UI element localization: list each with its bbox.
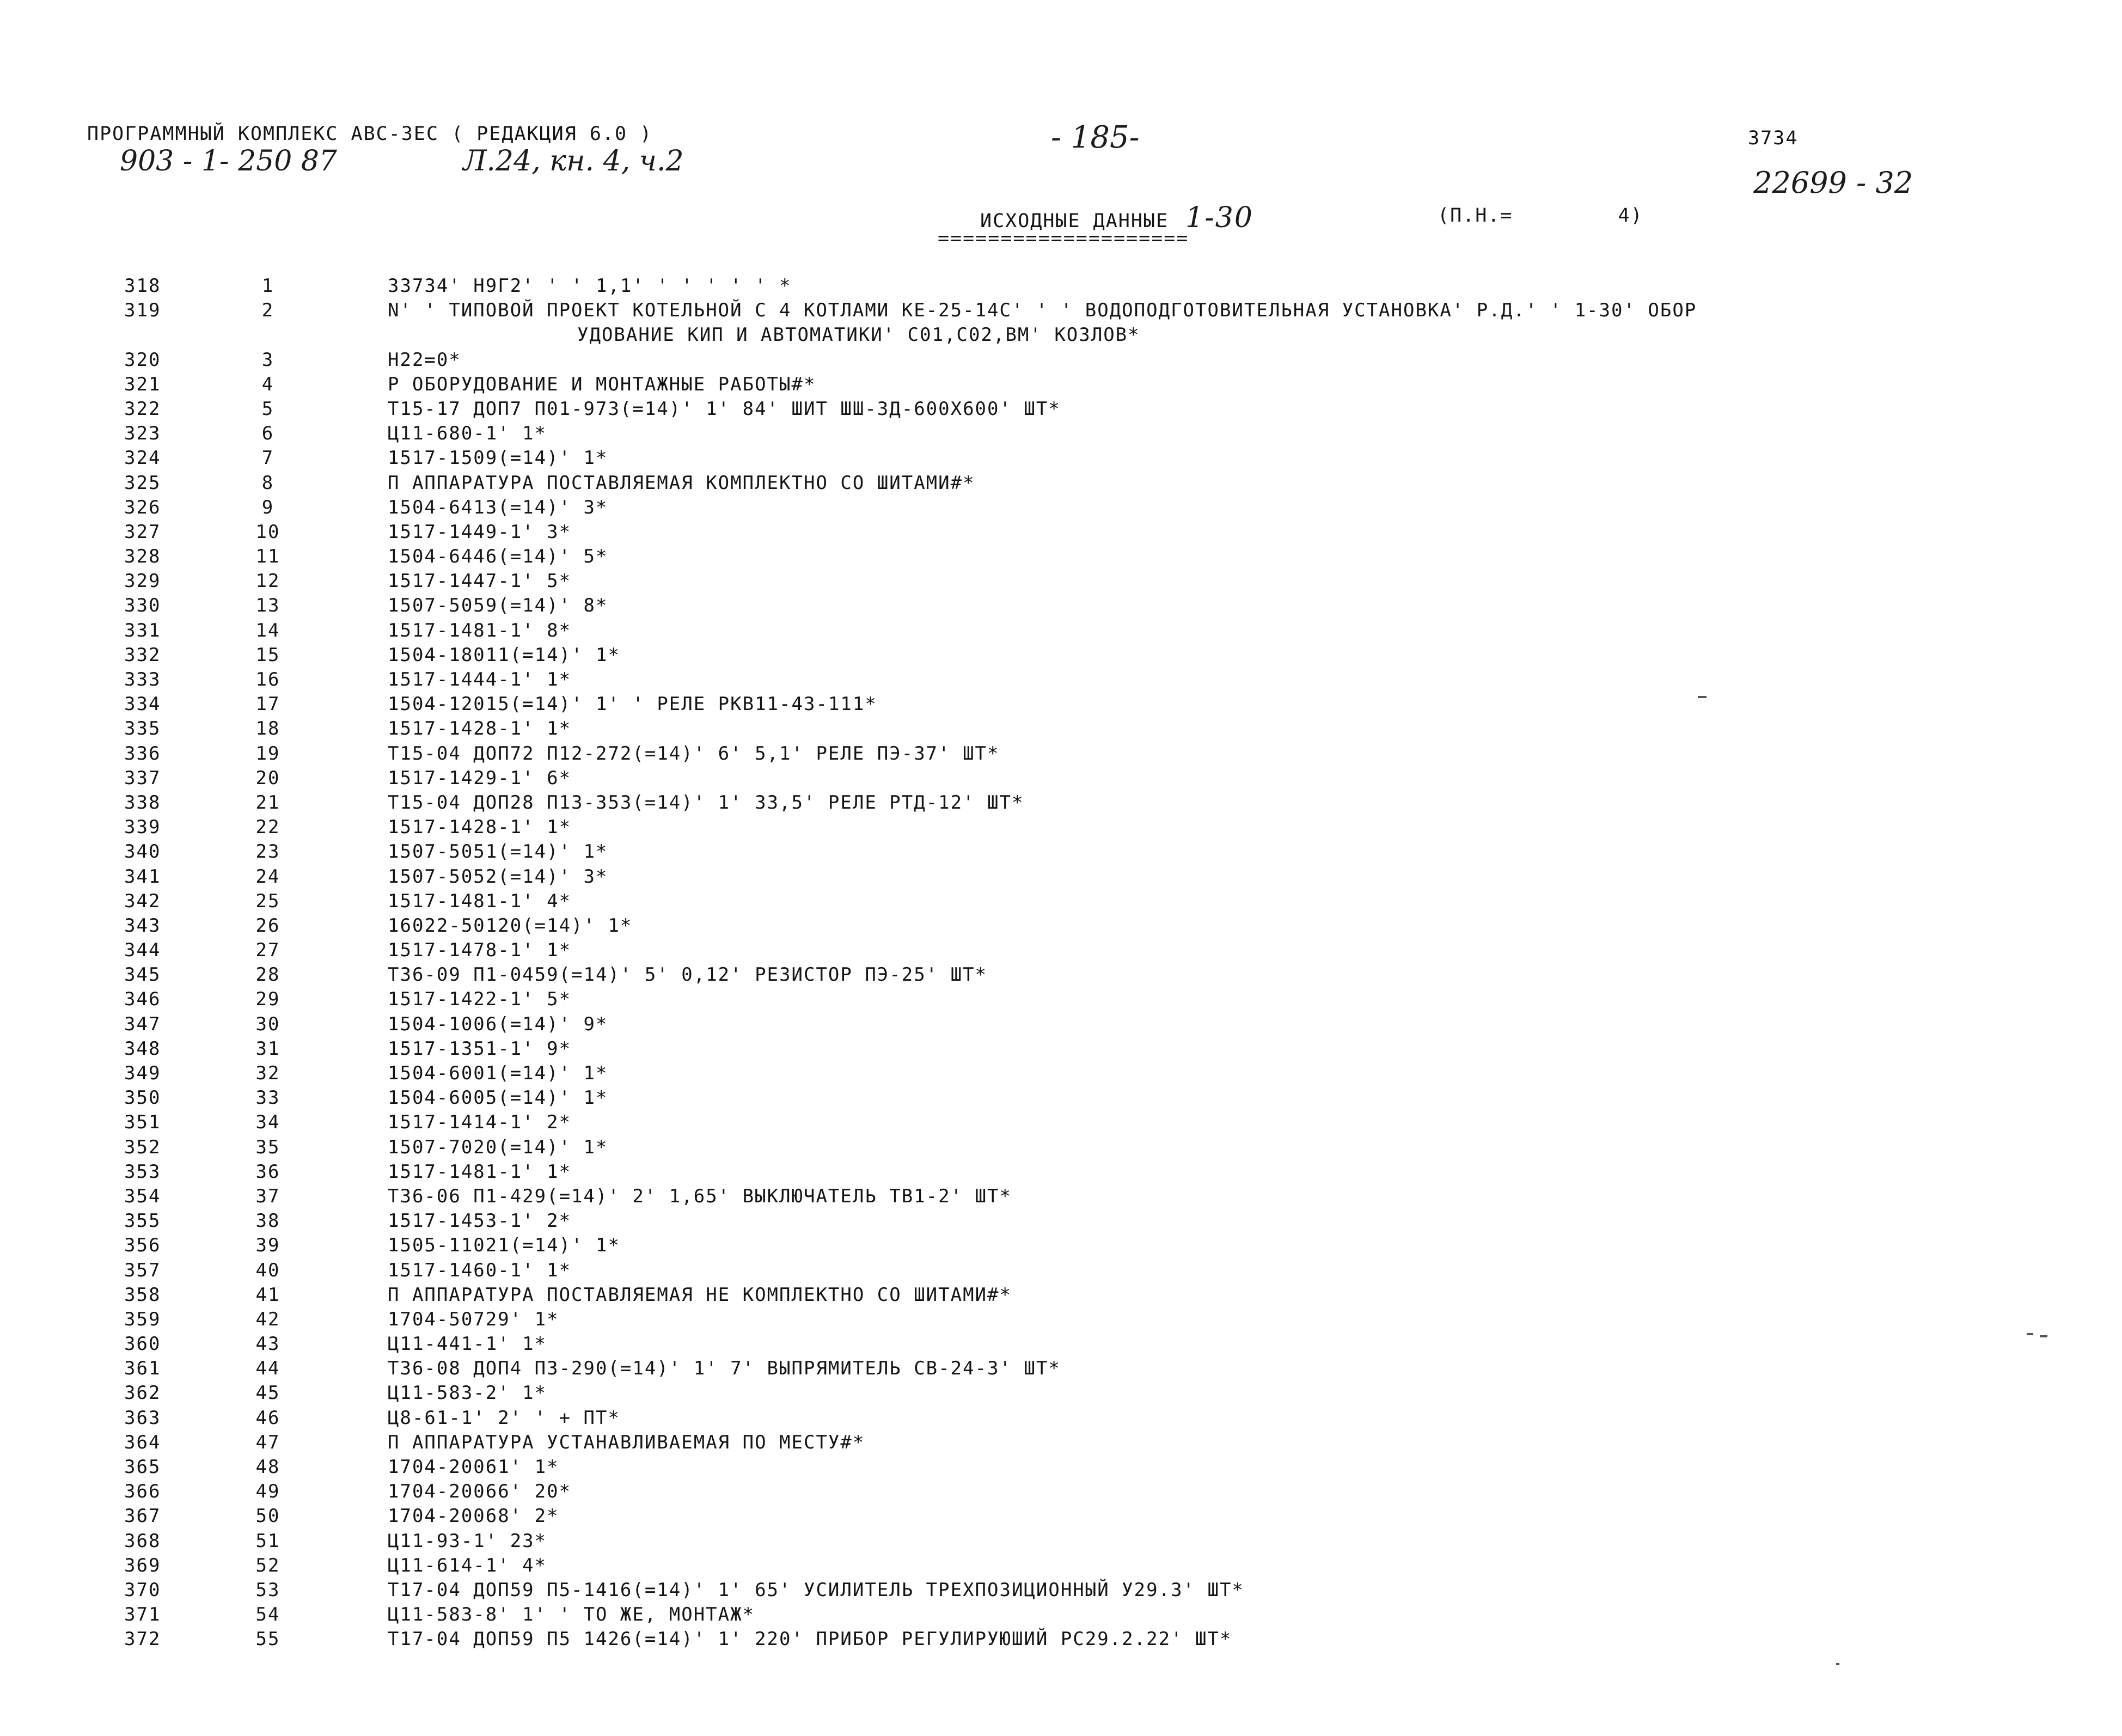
- record-text: Т36-06 П1-429(=14)' 2' 1,65' ВЫКЛЮЧАТЕЛЬ ТВ1-2' ШТ*: [388, 1185, 1012, 1207]
- record-number: 340: [124, 841, 161, 863]
- listing-row: [0, 1333, 2122, 1358]
- record-text: 1517-1460-1' 1*: [388, 1259, 572, 1281]
- record-text: 1517-1509(=14)' 1*: [388, 447, 608, 469]
- listing-row: [0, 595, 2122, 619]
- record-number: 321: [124, 373, 161, 395]
- line-number: 29: [255, 988, 280, 1011]
- record-number: 366: [124, 1481, 161, 1503]
- line-number: 28: [255, 964, 280, 986]
- listing-row: [0, 374, 2122, 398]
- line-number: 9: [261, 496, 274, 518]
- listing-row: [0, 718, 2122, 742]
- record-text: Н22=0*: [388, 349, 461, 371]
- listing-row: [0, 447, 2122, 472]
- listing-row: [0, 570, 2122, 595]
- line-number: 35: [255, 1136, 280, 1158]
- record-text: 1504-1006(=14)' 9*: [388, 1013, 608, 1035]
- listing-row: [0, 866, 2122, 890]
- record-number: 343: [124, 914, 161, 937]
- listing-row: [0, 1358, 2122, 1382]
- listing-row: [0, 1505, 2122, 1530]
- listing-row: [0, 1628, 2122, 1653]
- listing-row: [0, 964, 2122, 988]
- record-text: 1517-1428-1' 1*: [388, 816, 572, 839]
- record-text: 1517-1429-1' 6*: [388, 767, 572, 789]
- line-number: 13: [255, 595, 280, 617]
- record-text: Ц11-614-1' 4*: [388, 1554, 547, 1576]
- record-number: 325: [124, 472, 161, 494]
- record-number: 363: [124, 1407, 161, 1429]
- line-number: 53: [255, 1579, 280, 1601]
- line-number: 36: [255, 1160, 280, 1183]
- line-number: 34: [255, 1111, 280, 1134]
- line-number: 42: [255, 1308, 280, 1330]
- listing-row: [0, 1432, 2122, 1456]
- listing-row: [0, 1284, 2122, 1309]
- record-text: 1504-6446(=14)' 5*: [388, 546, 608, 568]
- line-number: 47: [255, 1431, 280, 1453]
- listing-row: [0, 1038, 2122, 1062]
- listing-row: [0, 1382, 2122, 1407]
- listing-row: [0, 1185, 2122, 1210]
- record-number: 331: [124, 619, 161, 641]
- record-text: Ц11-583-8' 1' ' ТО ЖЕ, МОНТАЖ*: [388, 1604, 755, 1626]
- line-number: 54: [255, 1604, 280, 1626]
- listing-row: [0, 1579, 2122, 1604]
- record-number: 369: [124, 1554, 161, 1576]
- line-number: 41: [255, 1283, 280, 1306]
- record-text: Т17-04 ДОП59 П5-1416(=14)' 1' 65' УСИЛИТЕЛЬ ТРЕХПОЗИЦИОННЫЙ У29.3' ШТ*: [388, 1579, 1244, 1601]
- handwritten-reference: Л.24, кн. 4, ч.2: [463, 145, 684, 178]
- record-number: 367: [124, 1505, 161, 1527]
- program-title: ПРОГРАММНЫЙ КОМПЛЕКС АВС-ЗЕС ( РЕДАКЦИЯ 6.0 ): [87, 123, 653, 145]
- record-number: 345: [124, 964, 161, 986]
- record-text: 1517-1453-1' 2*: [388, 1210, 572, 1232]
- listing-row: [0, 620, 2122, 644]
- section-underline: ====================: [938, 228, 1189, 249]
- line-number: 5: [261, 398, 274, 420]
- record-number: 344: [124, 939, 161, 962]
- listing-row: [0, 521, 2122, 546]
- record-number: 361: [124, 1358, 161, 1380]
- record-text: 1704-20061' 1*: [388, 1456, 559, 1478]
- record-number: 327: [124, 521, 161, 543]
- record-number: 326: [124, 496, 161, 518]
- line-number: 48: [255, 1456, 280, 1478]
- record-text: 1517-1449-1' 3*: [388, 521, 572, 543]
- record-text: 1504-6001(=14)' 1*: [388, 1062, 608, 1084]
- record-text: 1517-1447-1' 5*: [388, 570, 572, 592]
- listing-row: [0, 423, 2122, 447]
- page-number-value: 4): [1618, 205, 1643, 227]
- record-number: 339: [124, 816, 161, 839]
- record-number: 371: [124, 1604, 161, 1626]
- record-text: 1507-5059(=14)' 8*: [388, 595, 608, 617]
- record-number: 355: [124, 1210, 161, 1232]
- record-text: Ц11-441-1' 1*: [388, 1333, 547, 1355]
- listing-row: [0, 1555, 2122, 1579]
- record-text: Ц11-583-2' 1*: [388, 1382, 547, 1404]
- record-text: N' ' ТИПОВОЙ ПРОЕКТ КОТЕЛЬНОЙ С 4 КОТЛАМИ КЕ-25-14С' ' ' ВОДОПОДГОТОВИТЕЛЬНАЯ УСТАНОВКА' Р.Д.' ' 1-30' ОБОР: [388, 299, 1697, 322]
- record-number: 324: [124, 447, 161, 469]
- line-number: 1: [261, 275, 274, 297]
- handwritten-project-code: 903 - 1- 250 87: [120, 145, 338, 178]
- line-number: 14: [255, 619, 280, 641]
- line-number: 43: [255, 1333, 280, 1355]
- stray-mark: [1698, 696, 1707, 698]
- record-text: 1704-50729' 1*: [388, 1308, 559, 1330]
- line-number: 2: [261, 299, 274, 322]
- line-number: 21: [255, 791, 280, 814]
- record-number: 353: [124, 1160, 161, 1183]
- record-text: П АППАРАТУРА ПОСТАВЛЯЕМАЯ НЕ КОМПЛЕКТНО СО ШИТАМИ#*: [388, 1283, 1012, 1306]
- listing-row: [0, 1260, 2122, 1284]
- record-number: 354: [124, 1185, 161, 1207]
- record-number: 372: [124, 1628, 161, 1651]
- record-text: 1517-1414-1' 2*: [388, 1111, 572, 1134]
- record-text: Т15-04 ДОП72 П12-272(=14)' 6' 5,1' РЕЛЕ ПЭ-37' ШТ*: [388, 742, 1000, 765]
- record-number: 322: [124, 398, 161, 420]
- line-number: 16: [255, 669, 280, 690]
- line-number: 30: [255, 1013, 280, 1035]
- line-number: 27: [255, 939, 280, 962]
- record-text: 1504-6005(=14)' 1*: [388, 1087, 608, 1109]
- listing-row: [0, 1604, 2122, 1628]
- record-text: Т17-04 ДОП59 П5 1426(=14)' 1' 220' ПРИБОР РЕГУЛИРУЮШИЙ РС29.2.22' ШТ*: [388, 1628, 1232, 1651]
- record-number: 342: [124, 890, 161, 912]
- record-number: 341: [124, 865, 161, 888]
- line-number: 32: [255, 1062, 280, 1084]
- line-number: 39: [255, 1234, 280, 1257]
- listing-row: [0, 1062, 2122, 1087]
- record-text: Ц11-93-1' 23*: [388, 1530, 547, 1552]
- record-number: 370: [124, 1579, 161, 1601]
- record-number: 320: [124, 349, 161, 371]
- line-number: 8: [261, 472, 274, 494]
- line-number: 23: [255, 841, 280, 863]
- listing-row: [0, 472, 2122, 497]
- record-number: 352: [124, 1136, 161, 1158]
- line-number: 15: [255, 644, 280, 666]
- line-number: 33: [255, 1087, 280, 1109]
- record-text: 16022-50120(=14)' 1*: [388, 914, 633, 937]
- line-number: 50: [255, 1505, 280, 1527]
- record-number: 330: [124, 595, 161, 617]
- record-text: Ц11-680-1' 1*: [388, 423, 547, 445]
- record-number: 359: [124, 1308, 161, 1330]
- record-number: 328: [124, 546, 161, 568]
- record-number: 365: [124, 1456, 161, 1478]
- record-text: Т15-04 ДОП28 П13-353(=14)' 1' 33,5' РЕЛЕ РТД-12' ШТ*: [388, 791, 1024, 814]
- record-text: 1704-20068' 2*: [388, 1505, 559, 1527]
- listing-row: [0, 1481, 2122, 1505]
- page-number-label-text: (П.Н.=: [1438, 205, 1513, 227]
- record-number: 334: [124, 693, 161, 716]
- line-number: 31: [255, 1037, 280, 1060]
- record-text: Р ОБОРУДОВАНИЕ И МОНТАЖНЫЕ РАБОТЫ#*: [388, 373, 816, 395]
- line-number: 12: [255, 570, 280, 592]
- line-number: 24: [255, 865, 280, 888]
- record-number: 338: [124, 791, 161, 814]
- record-number: 358: [124, 1283, 161, 1306]
- record-text: 1507-7020(=14)' 1*: [388, 1136, 608, 1158]
- listing-row: [0, 939, 2122, 964]
- line-number: 51: [255, 1530, 280, 1552]
- record-text: Т36-09 П1-0459(=14)' 5' 0,12' РЕЗИСТОР ПЭ-25' ШТ*: [388, 964, 988, 986]
- record-text: 1504-12015(=14)' 1' ' РЕЛЕ РКВ11-43-111*: [388, 693, 877, 716]
- record-text: УДОВАНИЕ КИП И АВТОМАТИКИ' С01,С02,ВМ' КОЗЛОВ*: [577, 324, 1140, 346]
- line-number: 20: [255, 767, 280, 789]
- page-number-mark: - 185-: [1051, 120, 1140, 155]
- listing-row: [0, 767, 2122, 792]
- record-text: 1507-5051(=14)' 1*: [388, 841, 608, 863]
- listing-row: [0, 398, 2122, 423]
- listing-row: [0, 915, 2122, 939]
- record-text: 1517-1444-1' 1*: [388, 669, 572, 690]
- record-number: 349: [124, 1062, 161, 1084]
- record-text: 1517-1481-1' 1*: [388, 1160, 572, 1183]
- line-number: 45: [255, 1382, 280, 1404]
- line-number: 17: [255, 693, 280, 716]
- data-listing: [0, 275, 2122, 1653]
- line-number: 52: [255, 1554, 280, 1576]
- line-number: 3: [261, 349, 274, 371]
- listing-row: [0, 1309, 2122, 1333]
- record-number: 346: [124, 988, 161, 1011]
- listing-row: [0, 644, 2122, 669]
- listing-row: [0, 988, 2122, 1013]
- record-number: 336: [124, 742, 161, 765]
- line-number: 26: [255, 914, 280, 937]
- listing-row: [0, 1530, 2122, 1555]
- listing-row: [0, 299, 2122, 324]
- record-number: 318: [124, 275, 161, 297]
- record-text: 1507-5052(=14)' 3*: [388, 865, 608, 888]
- section-range: 1-30: [1185, 201, 1253, 234]
- record-number: 360: [124, 1333, 161, 1355]
- listing-row: [0, 1161, 2122, 1185]
- page-number-label: [1438, 205, 1643, 227]
- listing-row: [0, 1136, 2122, 1161]
- listing-row: [0, 890, 2122, 915]
- line-number: 11: [255, 546, 280, 568]
- record-number: 332: [124, 644, 161, 666]
- line-number: 18: [255, 718, 280, 740]
- handwritten-document-number: 22699 - 32: [1753, 166, 1913, 200]
- listing-row: [0, 546, 2122, 570]
- record-number: 350: [124, 1087, 161, 1109]
- document-number: 3734: [1748, 127, 1799, 149]
- stray-mark: [1836, 1663, 1839, 1665]
- listing-row: [0, 349, 2122, 374]
- record-number: 335: [124, 718, 161, 740]
- record-text: 1504-18011(=14)' 1*: [388, 644, 620, 666]
- line-number: 49: [255, 1481, 280, 1503]
- record-number: 347: [124, 1013, 161, 1035]
- listing-row: [0, 1456, 2122, 1481]
- stray-mark: [2027, 1333, 2033, 1335]
- line-number: 40: [255, 1259, 280, 1281]
- listing-row: [0, 275, 2122, 299]
- record-text: 33734' Н9Г2' ' ' 1,1' ' ' ' ' ' *: [388, 275, 792, 297]
- record-text: 1504-6413(=14)' 3*: [388, 496, 608, 518]
- line-number: 46: [255, 1407, 280, 1429]
- record-number: 319: [124, 299, 161, 322]
- line-number: 37: [255, 1185, 280, 1207]
- record-number: 368: [124, 1530, 161, 1552]
- record-text: Т36-08 ДОП4 П3-290(=14)' 1' 7' ВЫПРЯМИТЕЛЬ СВ-24-3' ШТ*: [388, 1358, 1061, 1380]
- listing-row-continuation: [0, 324, 2122, 349]
- record-number: 351: [124, 1111, 161, 1134]
- listing-row: [0, 693, 2122, 718]
- section-title-text: ИСХОДНЫЕ ДАННЫЕ: [980, 210, 1169, 232]
- line-number: 10: [255, 521, 280, 543]
- line-number: 22: [255, 816, 280, 839]
- line-number: 7: [261, 447, 274, 469]
- listing-row: [0, 792, 2122, 816]
- record-text: 1517-1481-1' 4*: [388, 890, 572, 912]
- record-number: 323: [124, 423, 161, 445]
- listing-row: [0, 841, 2122, 865]
- line-number: 55: [255, 1628, 280, 1651]
- record-text: 1517-1351-1' 9*: [388, 1037, 572, 1060]
- listing-row: [0, 1210, 2122, 1234]
- record-number: 362: [124, 1382, 161, 1404]
- record-text: 1704-20066' 20*: [388, 1481, 572, 1503]
- line-number: 44: [255, 1358, 280, 1380]
- record-number: 364: [124, 1431, 161, 1453]
- record-text: Ц8-61-1' 2' ' + ПТ*: [388, 1407, 620, 1429]
- stray-mark: [2040, 1335, 2047, 1337]
- listing-row: [0, 816, 2122, 841]
- record-text: 1517-1428-1' 1*: [388, 718, 572, 740]
- record-number: 333: [124, 669, 161, 690]
- record-text: Т15-17 ДОП7 П01-973(=14)' 1' 84' ШИТ ШШ-3Д-600Х600' ШТ*: [388, 398, 1061, 420]
- listing-row: [0, 669, 2122, 693]
- record-text: 1505-11021(=14)' 1*: [388, 1234, 620, 1257]
- line-number: 19: [255, 742, 280, 765]
- line-number: 4: [261, 373, 274, 395]
- record-number: 337: [124, 767, 161, 789]
- record-number: 356: [124, 1234, 161, 1257]
- record-number: 348: [124, 1037, 161, 1060]
- listing-row: [0, 497, 2122, 521]
- listing-row: [0, 1111, 2122, 1136]
- record-text: П АППАРАТУРА ПОСТАВЛЯЕМАЯ КОМПЛЕКТНО СО ШИТАМИ#*: [388, 472, 975, 494]
- listing-row: [0, 1013, 2122, 1038]
- record-text: 1517-1478-1' 1*: [388, 939, 572, 962]
- record-number: 357: [124, 1259, 161, 1281]
- record-text: П АППАРАТУРА УСТАНАВЛИВАЕМАЯ ПО МЕСТУ#*: [388, 1431, 865, 1453]
- line-number: 38: [255, 1210, 280, 1232]
- record-text: 1517-1422-1' 5*: [388, 988, 572, 1011]
- record-text: 1517-1481-1' 8*: [388, 619, 572, 641]
- line-number: 6: [261, 423, 274, 445]
- listing-row: [0, 1087, 2122, 1111]
- record-number: 329: [124, 570, 161, 592]
- listing-row: [0, 1234, 2122, 1259]
- listing-row: [0, 743, 2122, 767]
- line-number: 25: [255, 890, 280, 912]
- listing-row: [0, 1407, 2122, 1432]
